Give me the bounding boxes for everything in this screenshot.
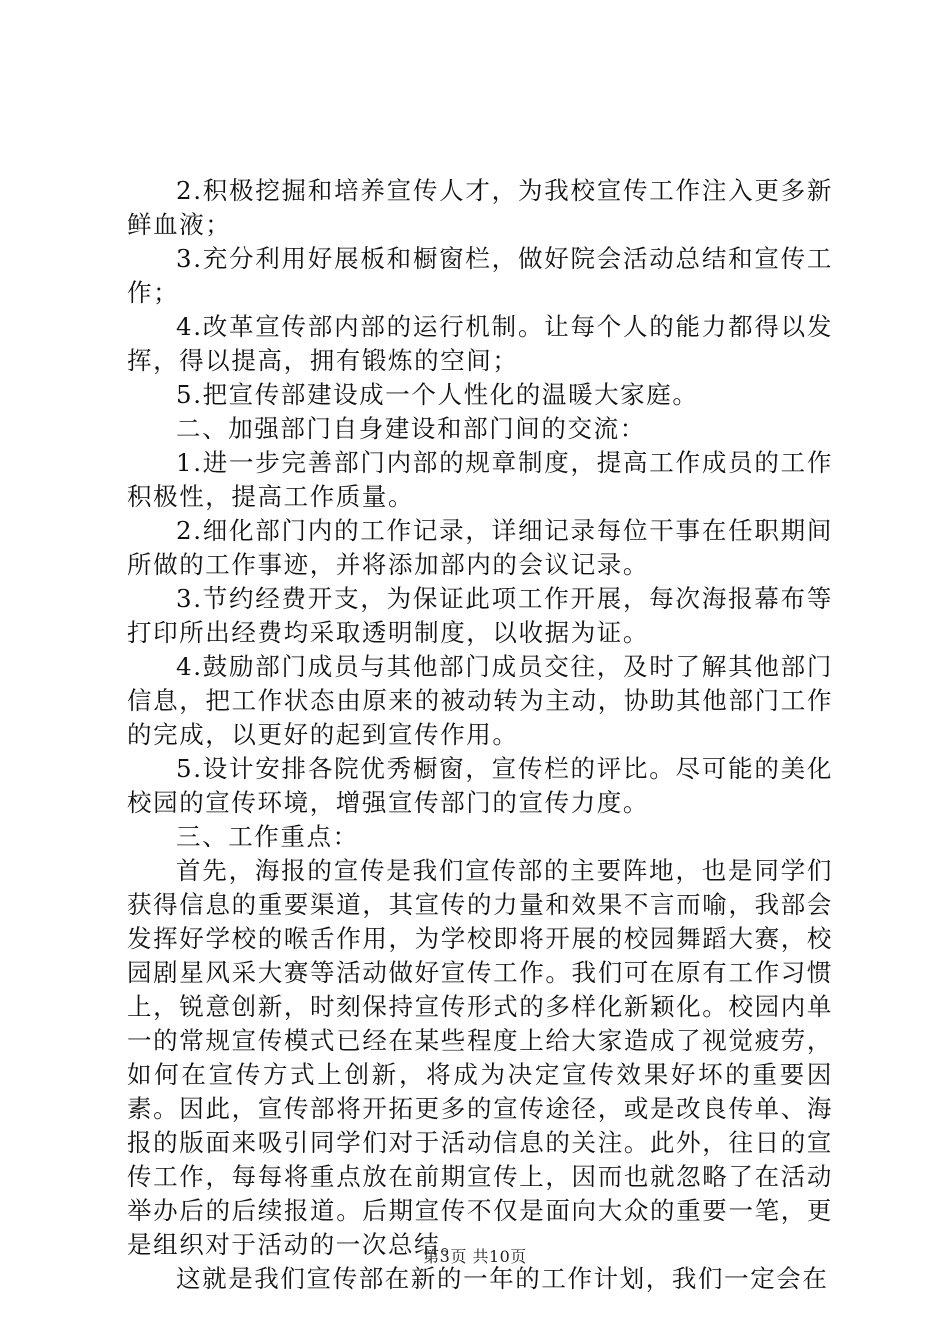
- paragraph-talent: 2.积极挖掘和培养宣传人才，为我校宣传工作注入更多新鲜血液；: [127, 176, 833, 239]
- paragraph-records: 2.细化部门内的工作记录，详细记录每位干事在任职期间所做的工作事迹，并将添加部内的会议记录。: [127, 516, 833, 579]
- paragraph-showcase: 5.设计安排各院优秀橱窗，宣传栏的评比。尽可能的美化校园的宣传环境，增强宣传部门的宣传力度。: [127, 754, 833, 817]
- paragraph-rules: 1.进一步完善部门内部的规章制度，提高工作成员的工作积极性，提高工作质量。: [127, 448, 833, 511]
- paragraph-cooperation: 4.鼓励部门成员与其他部门成员交往，及时了解其他部门信息，把工作状态由原来的被动转为主动，协助其他部门工作的完成，以更好的起到宣传作用。: [127, 652, 833, 749]
- paragraph-focus: 首先，海报的宣传是我们宣传部的主要阵地，也是同学们获得信息的重要渠道，其宣传的力量和效果不言而喻，我部会发挥好学校的喉舌作用，为学校即将开展的校园舞蹈大赛，校园剧星风采大赛等活动做好宣传工作。我们可在原有工作习惯上，锐意创新，时刻保持宣传形式的多样化新颖化。校园内单一的常规宣传模式已经在某些程度上给大家造成了视觉疲劳，如何在宣传方式上创新，将成为决定宣传效果好坏的重要因素。因此，宣传部将开拓更多的宣传途径，或是改良传单、海报的版面来吸引同学们对于活动信息的关注。此外，往日的宣传工作，每每将重点放在前期宣传上，因而也就忽略了在活动举办后的后续报道。后期宣传不仅是面向大众的重要一笔，更是组织对于活动的一次总结。: [127, 856, 833, 1259]
- paragraph-family: 5.把宣传部建设成一个人性化的温暖大家庭。: [176, 380, 699, 409]
- paragraph-display-board: 3.充分利用好展板和橱窗栏，做好院会活动总结和宣传工作；: [127, 244, 833, 307]
- section-heading-3: 三、工作重点：: [176, 822, 359, 851]
- paragraph-budget: 3.节约经费开支，为保证此项工作开展，每次海报幕布等打印所出经费均采取透明制度，以收据为证。: [127, 584, 833, 647]
- paragraph-closing: 这就是我们宣传部在新的一年的工作计划，我们一定会在: [176, 1264, 829, 1293]
- section-heading-2: 二、加强部门自身建设和部门间的交流：: [176, 414, 646, 443]
- document-body: [127, 174, 833, 1296]
- page-number-footer: 第3页 共10页: [423, 1247, 527, 1266]
- paragraph-mechanism: 4.改革宣传部内部的运行机制。让每个人的能力都得以发挥，得以提高，拥有锻炼的空间；: [127, 312, 833, 375]
